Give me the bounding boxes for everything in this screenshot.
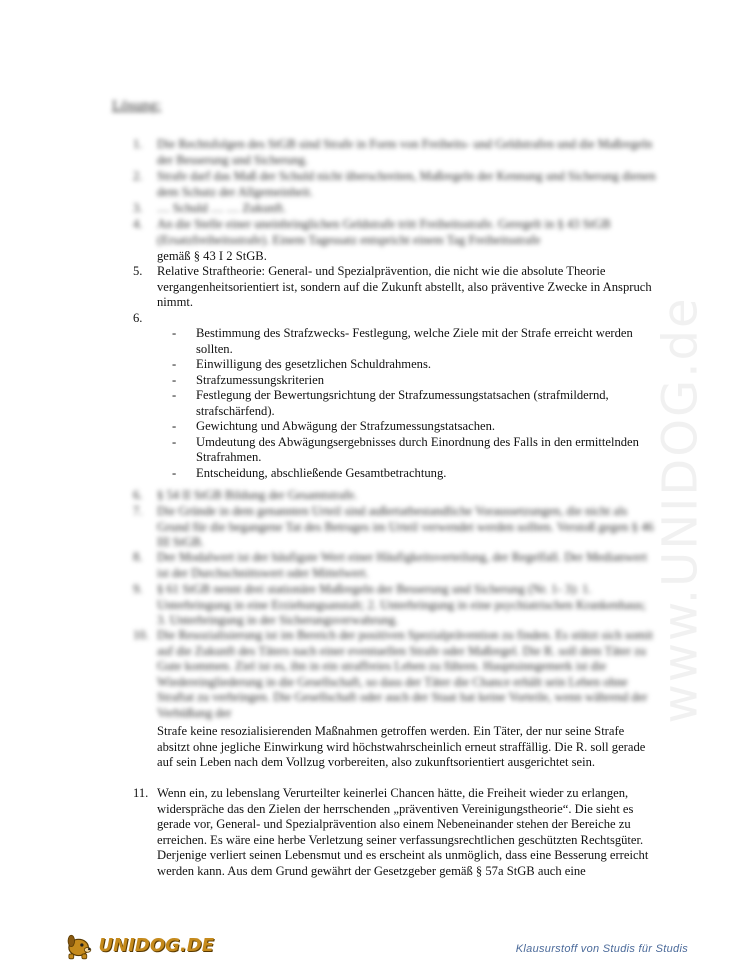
- item-text: Die Resozialisierung ist im Bereich der positiven Spezialprävention zu finden. Es stützt sich somit auf die Zukunft des Täters nach einer eventuellen Strafe oder Maßregel. Die R. soll dem Täter zu Gute kommen. Ziel ist es, ihn in ein straffreies Leben zu führen. Hauptsinngemerk ist die Wiedereingliederung in die Gesellschaft, so dass der Täter die Chance erhält sein Leben ohne Straftat zu verbringen. Die Gesellschaft oder auch der Staat hat keine Vorteile, wenn während der Verbüßung der: [157, 628, 653, 720]
- sub-item-text: Umdeutung des Abwägungsergebnisses durch Einordnung des Falls in den ermittelnden Strafrahmen.: [196, 434, 639, 464]
- solution-heading: Lösung:: [112, 98, 162, 114]
- item-text: Wenn ein, zu lebenslang Verurteilter keinerlei Chancen hätte, die Freiheit wieder zu erlangen, widerspräche das den Zielen der herrschenden „präventiven Vereinigungstheorie“. Die sieht es gerade vor, General- und Spezialprävention also einem Nebeneinander stehen der Bereiche zu erreichen. Es wäre eine herbe Verletzung seiner verfassungsrechtlichen geschützten Rechtsgüter. Derjenige verliert seinen Lebensmut und es erscheint als unmöglich, dass eine Besserung erreicht werden kann. Aus dem Grund gewährt der Gesetzgeber gemäß § 57a StGB auch eine: [157, 786, 649, 878]
- sub-item: - Strafzumessungskriterien: [172, 372, 325, 387]
- item-text: Die Rechtsfolgen des StGB sind Strafe in Form von Freiheits- und Geldstrafen und die Maßregeln der Besserung und Sicherung.: [157, 137, 653, 167]
- item-text: Relative Straftheorie: General- und Spezialprävention, die nicht wie die absolute Theorie vergangenheitsorientiert ist, sondern auf die Zukunft abstellt, also präventive Zwecke in Anspruch nimmt.: [157, 264, 652, 309]
- item-text: § 54 II StGB Bildung der Gesamtstrafe.: [157, 488, 358, 502]
- item-number: 8.: [133, 550, 143, 564]
- watermark-text: www.UNIDOG.de: [652, 296, 709, 724]
- item-text: gemäß § 43 I 2 StGB.: [157, 249, 267, 263]
- item-number: 10.: [133, 628, 149, 642]
- watermark: [600, 296, 750, 724]
- item-text: Die Gründe in dem genannten Urteil sind außertatbestandliche Voraussetzungen, die nicht als Grund für die begangene Tat des Betruges im Urteil verwendet werden sollten. Verstoß gegen § 46 III StGB.: [157, 504, 654, 549]
- item-number: 6.: [133, 311, 143, 325]
- dog-mascot-icon: [64, 926, 97, 964]
- sub-item-text: Bestimmung des Strafzwecks- Festlegung, welche Ziele mit der Strafe erreicht werden sollten.: [196, 326, 633, 356]
- logo-text: UNIDOG.DE: [98, 934, 214, 956]
- item-text: Strafe darf das Maß der Schuld nicht überschreiten, Maßregeln der Kennung und Sicherung dienen dem Schutz der Allgemeinheit.: [157, 169, 656, 199]
- sub-item: - Entscheidung, abschließende Gesamtbetrachtung.: [172, 465, 447, 480]
- sub-item-text: Strafzumessungskriterien: [196, 372, 325, 387]
- item-text: § 61 StGB nennt drei stationäre Maßregeln der Besserung und Sicherung (Nr. 1- 3): 1. Unterbringung in eine Erziehungsanstalt; 2. Unterbringung in eine psychiatrischen Krankenhaus; 3. Unterbringung in der Sicherungsverwahrung.: [157, 582, 646, 627]
- item-number: 6.: [133, 488, 143, 502]
- footer-tagline: Klausurstoff von Studis für Studis: [515, 943, 688, 955]
- item-number: 7.: [133, 504, 143, 518]
- sub-item: - Umdeutung des Abwägungsergebnisses durch Einordnung des Falls in den ermittelnden Strafrahmen.: [172, 434, 639, 464]
- item-number: 5.: [133, 264, 143, 278]
- sub-item-text: Festlegung der Bewertungsrichtung der Strafzumessungstatsachen (strafmildernd, strafschärfend).: [196, 388, 609, 418]
- item-number: 9.: [133, 582, 143, 596]
- item-number: 3.: [133, 201, 143, 215]
- sub-item-text: Einwilligung des gesetzlichen Schuldrahmens.: [196, 357, 432, 371]
- item-number: 2.: [133, 169, 143, 183]
- sub-item-text: Gewichtung und Abwägung der Strafzumessungstatsachen.: [196, 419, 496, 433]
- sub-item: - Gewichtung und Abwägung der Strafzumessungstatsachen.: [172, 419, 496, 433]
- sub-item: - Festlegung der Bewertungsrichtung der Strafzumessungstatsachen (strafmildernd, strafschärfend).: [172, 388, 609, 418]
- item-number: 11.: [133, 786, 149, 800]
- unidog-logo[interactable]: [64, 925, 214, 965]
- sub-item: - Bestimmung des Strafzwecks- Festlegung, welche Ziele mit der Strafe erreicht werden sollten.: [172, 326, 633, 356]
- sub-item: - Einwilligung des gesetzlichen Schuldrahmens.: [172, 357, 432, 371]
- item-text: An die Stelle einer uneinbringlichen Geldstrafe tritt Freiheitsstrafe. Geregelt in § 43 StGB (Ersatzfreiheitsstrafe). Einem Tagessatz entspricht einem Tag Freiheitsstrafe: [157, 217, 611, 247]
- sub-item-text: Entscheidung, abschließende Gesamtbetrachtung.: [196, 465, 447, 480]
- sub-list: [172, 326, 642, 481]
- item-text: Strafe keine resozialisierenden Maßnahmen getroffen werden. Ein Täter, der nur seine Strafe absitzt ohne jegliche Einwirkung wird höchstwahrscheinlich erneut straffällig. Die R. soll gerade auf sein Leben nach dem Vollzug vorbereiten, also zukunftsorientiert ausgerichtet sein.: [157, 724, 646, 769]
- item-number: 1.: [133, 137, 143, 151]
- item-text: Der Modalwert ist der häufigste Wert einer Häufigkeitsverteilung, der Regelfall. Der Medianwert ist der Durchschnittswert oder Mittelwert.: [157, 550, 648, 580]
- item-number: 4.: [133, 217, 143, 231]
- item-text: … Schuld … … Zukunft.: [157, 201, 287, 215]
